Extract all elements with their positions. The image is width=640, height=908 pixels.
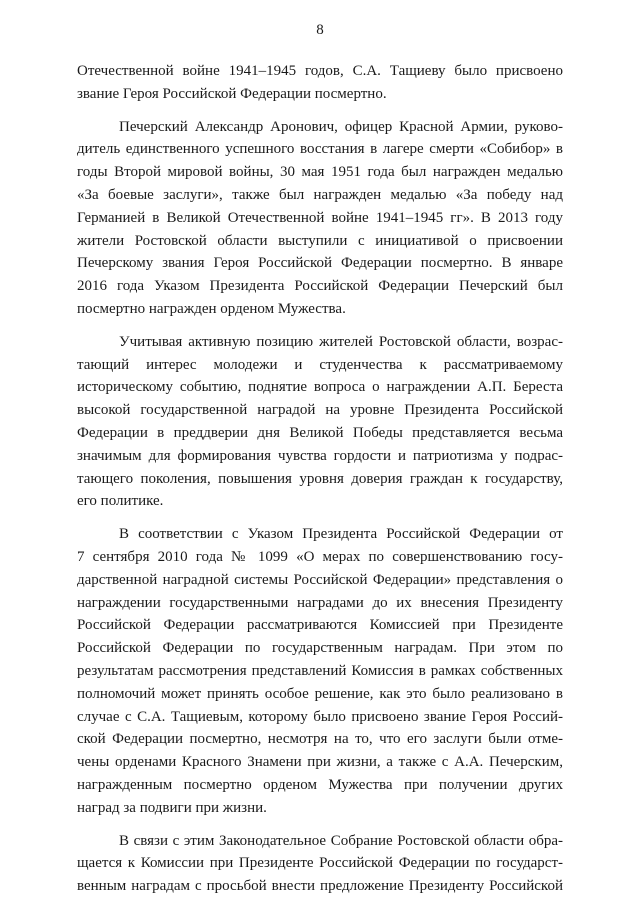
text-line: награждении государственными наградами до их внесения Президенту [77, 594, 563, 611]
paragraph-3 [77, 331, 563, 513]
text-line: тающий интерес молодежи и студенчества к рассматриваемому [77, 356, 563, 373]
text-line: жители Ростовской области выступили с инициативой о присвоении [77, 232, 563, 249]
text-line: Германией в Великой Отечественной войне 1941–1945 гг». В 2013 году [77, 209, 563, 226]
text-line: В соответствии с Указом Президента Российской Федерации от [119, 526, 563, 543]
text-line: Печерскому звания Героя Российской Федерации посмертно. В январе [77, 255, 563, 272]
text-line: значимым для формирования чувства гордости и патриотизма у подрас- [77, 447, 563, 464]
text-line: 2016 года Указом Президента Российской Федерации Печерский был [77, 278, 563, 295]
text-line: случае с С.А. Тащиевым, которому было присвоено звание Героя Россий- [77, 708, 563, 725]
text-line: звание Героя Российской Федерации посмертно. [77, 85, 387, 102]
text-line: Российской Федерации по государственным наградам. При этом по [77, 640, 563, 657]
text-line: щается к Комиссии при Президенте Российской Федерации по государст- [77, 855, 563, 872]
text-line: наград за подвиги при жизни. [77, 799, 267, 816]
text-line: дитель единственного успешного восстания в лагере смерти «Собибор» в [77, 141, 563, 158]
text-line: чены орденами Красного Знамени при жизни, а также с А.А. Печерским, [77, 754, 563, 771]
text-line: Печерский Александр Аронович, офицер Красной Армии, руково- [119, 118, 563, 135]
document-body [77, 60, 563, 908]
text-line: Учитывая активную позицию жителей Ростовской области, возрас- [119, 333, 563, 350]
text-line: его политике. [77, 493, 164, 510]
paragraph-2 [77, 116, 563, 321]
text-line: дарственной наградной системы Российской Федерации» представления о [77, 571, 563, 588]
paragraph-1 [77, 60, 563, 106]
text-line: полномочий может принять особое решение, как это было реализовано в [77, 685, 563, 702]
text-line: ской Федерации посмертно, несмотря на то, что его заслуги были отме- [77, 731, 563, 748]
text-line: посмертно награжден орденом Мужества. [77, 300, 346, 317]
text-line: Федерации в преддверии дня Великой Победы представляется весьма [77, 424, 563, 441]
text-line: годы Второй мировой войны, 30 мая 1951 года был награжден медалью [77, 164, 563, 181]
paragraph-5 [77, 830, 563, 898]
text-line: «За боевые заслуги», также был награжден медалью «За победу над [77, 186, 563, 203]
paragraph-4 [77, 523, 563, 819]
text-line: венным наградам с просьбой внести предложение Президенту Российской [77, 878, 563, 895]
text-line: Отечественной войне 1941–1945 годов, С.А. Тащиеву было присвоено [77, 63, 563, 79]
text-line: тающего поколения, повышения уровня доверия граждан к государству, [77, 470, 563, 487]
text-line: В связи с этим Законодательное Собрание Ростовской области обра- [119, 832, 563, 849]
text-line: 7 сентября 2010 года № 1099 «О мерах по совершенствованию госу- [77, 548, 563, 565]
page-number: 8 [316, 22, 324, 38]
text-line: Российской Федерации рассматриваются Комиссией при Президенте [77, 617, 563, 634]
text-line: результатам рассмотрения представлений Комиссия в рамках собственных [77, 662, 563, 679]
text-line: историческому событию, поднятие вопроса о награждении А.П. Береста [77, 379, 563, 396]
text-line: высокой государственной наградой на уровне Президента Российской [77, 402, 563, 419]
text-line: награжденным посмертно орденом Мужества при получении других [77, 776, 563, 793]
